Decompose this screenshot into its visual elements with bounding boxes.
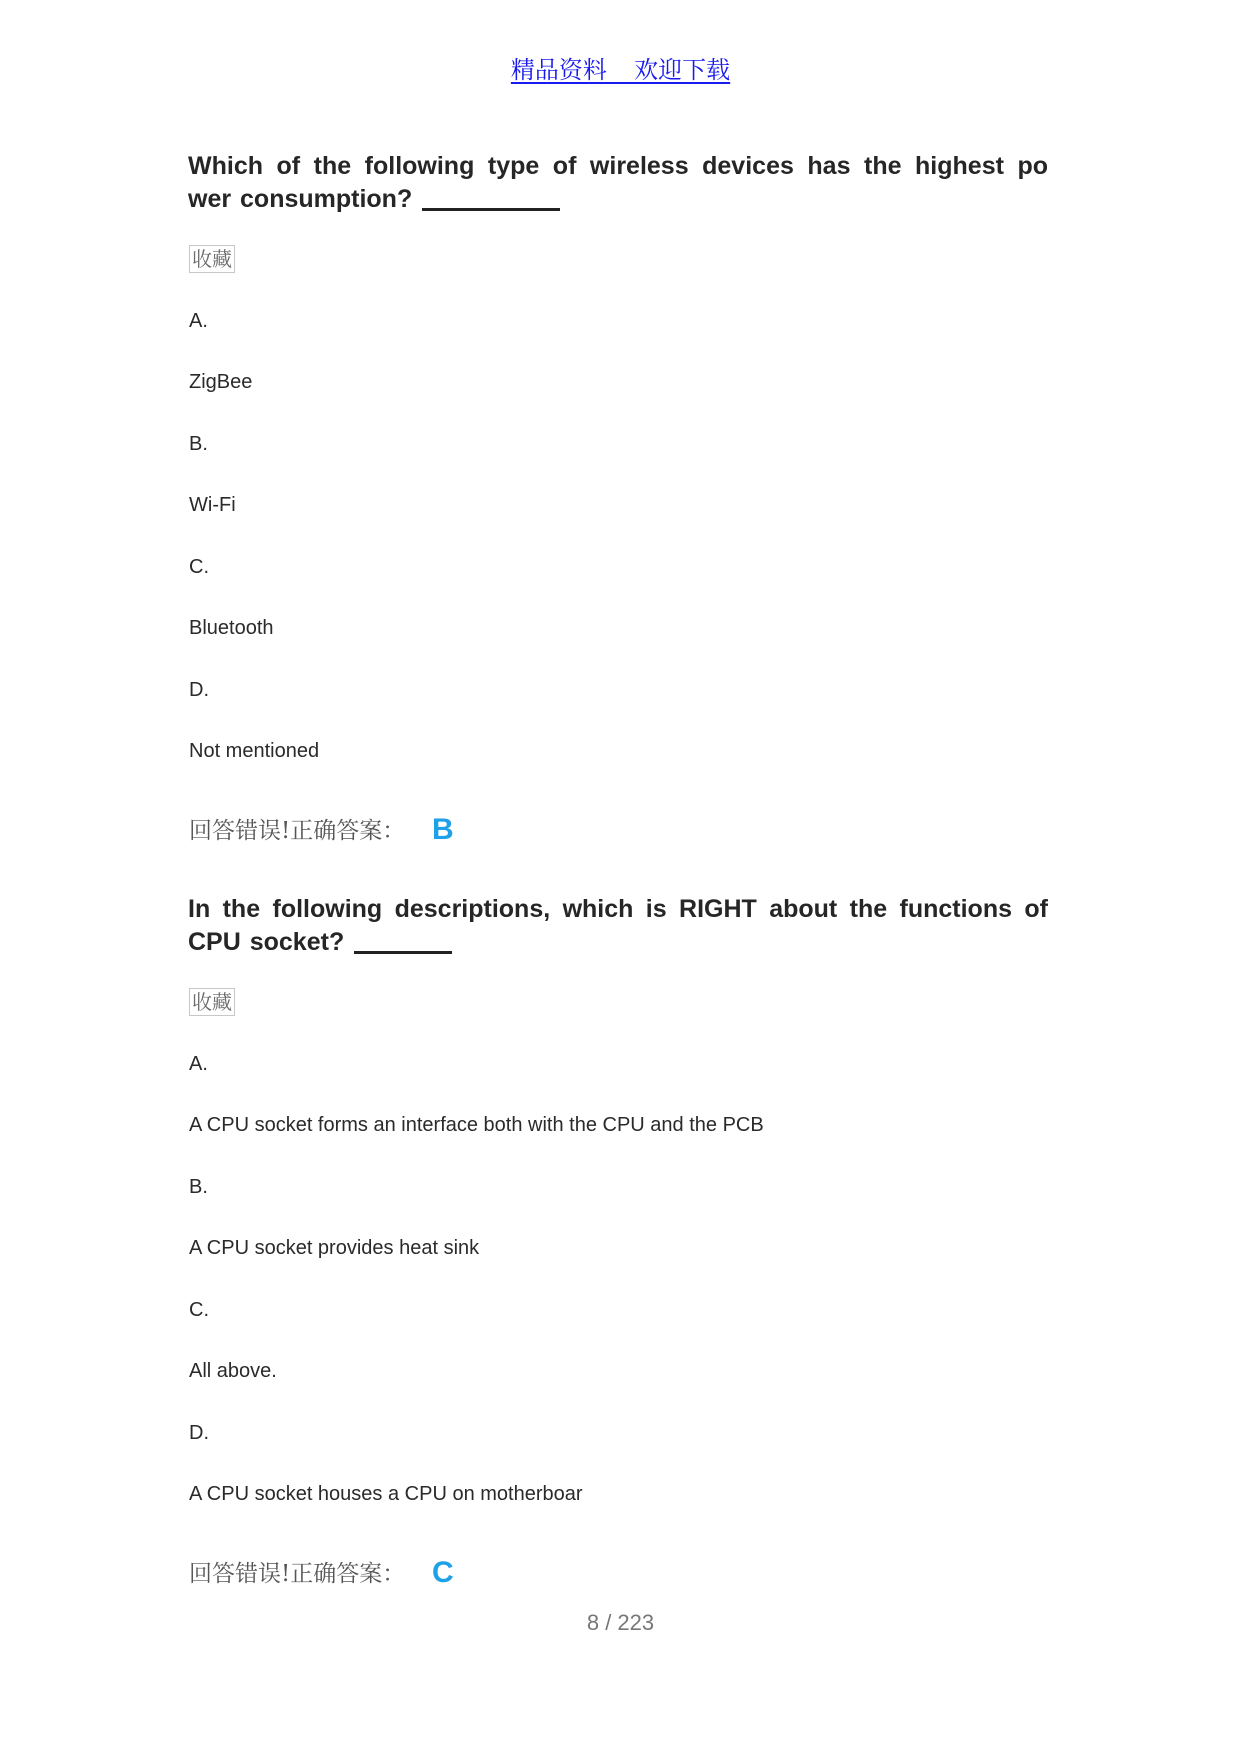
favorite-button[interactable]: 收藏 — [189, 988, 235, 1016]
question-1-text — [188, 150, 1048, 216]
option-letter: A. — [189, 310, 208, 332]
page-number-text: 8 / 223 — [586, 1610, 655, 1635]
correct-answer: B — [432, 813, 454, 846]
page-number — [0, 1610, 1241, 1640]
option-text[interactable]: A CPU socket houses a CPU on motherboar — [189, 1483, 583, 1505]
option-text[interactable]: Not mentioned — [189, 740, 320, 762]
option-text[interactable]: ZigBee — [189, 371, 253, 393]
header-download-link[interactable]: 精品资料 _ 欢迎下载 — [510, 56, 731, 84]
answer-blank — [354, 950, 452, 954]
option-letter: D. — [189, 1422, 209, 1444]
option-text[interactable]: A CPU socket forms an interface both with the CPU and the PCB — [189, 1114, 764, 1136]
option-letter: A. — [189, 1053, 208, 1075]
correct-answer: C — [432, 1556, 454, 1589]
option-text[interactable]: Wi-Fi — [189, 494, 236, 516]
question-2-label: In the following descriptions, which is RIGHT about the functions of CPU socket? — [188, 895, 1048, 956]
answer-blank — [422, 207, 560, 211]
result-label: 回答错误!正确答案： — [189, 1561, 406, 1587]
option-letter: B. — [189, 1176, 208, 1198]
result-label: 回答错误!正确答案： — [189, 818, 406, 844]
option-letter: D. — [189, 679, 209, 701]
option-text[interactable]: Bluetooth — [189, 617, 274, 639]
option-letter: B. — [189, 433, 208, 455]
option-text[interactable]: All above. — [189, 1360, 277, 1382]
question-1-label: Which of the following type of wireless devices has the highest po wer consumption? — [188, 152, 1048, 213]
question-2-text — [188, 893, 1048, 959]
option-letter: C. — [189, 1299, 209, 1321]
option-letter: C. — [189, 556, 209, 578]
option-text[interactable]: A CPU socket provides heat sink — [189, 1237, 480, 1259]
favorite-button[interactable]: 收藏 — [189, 245, 235, 273]
